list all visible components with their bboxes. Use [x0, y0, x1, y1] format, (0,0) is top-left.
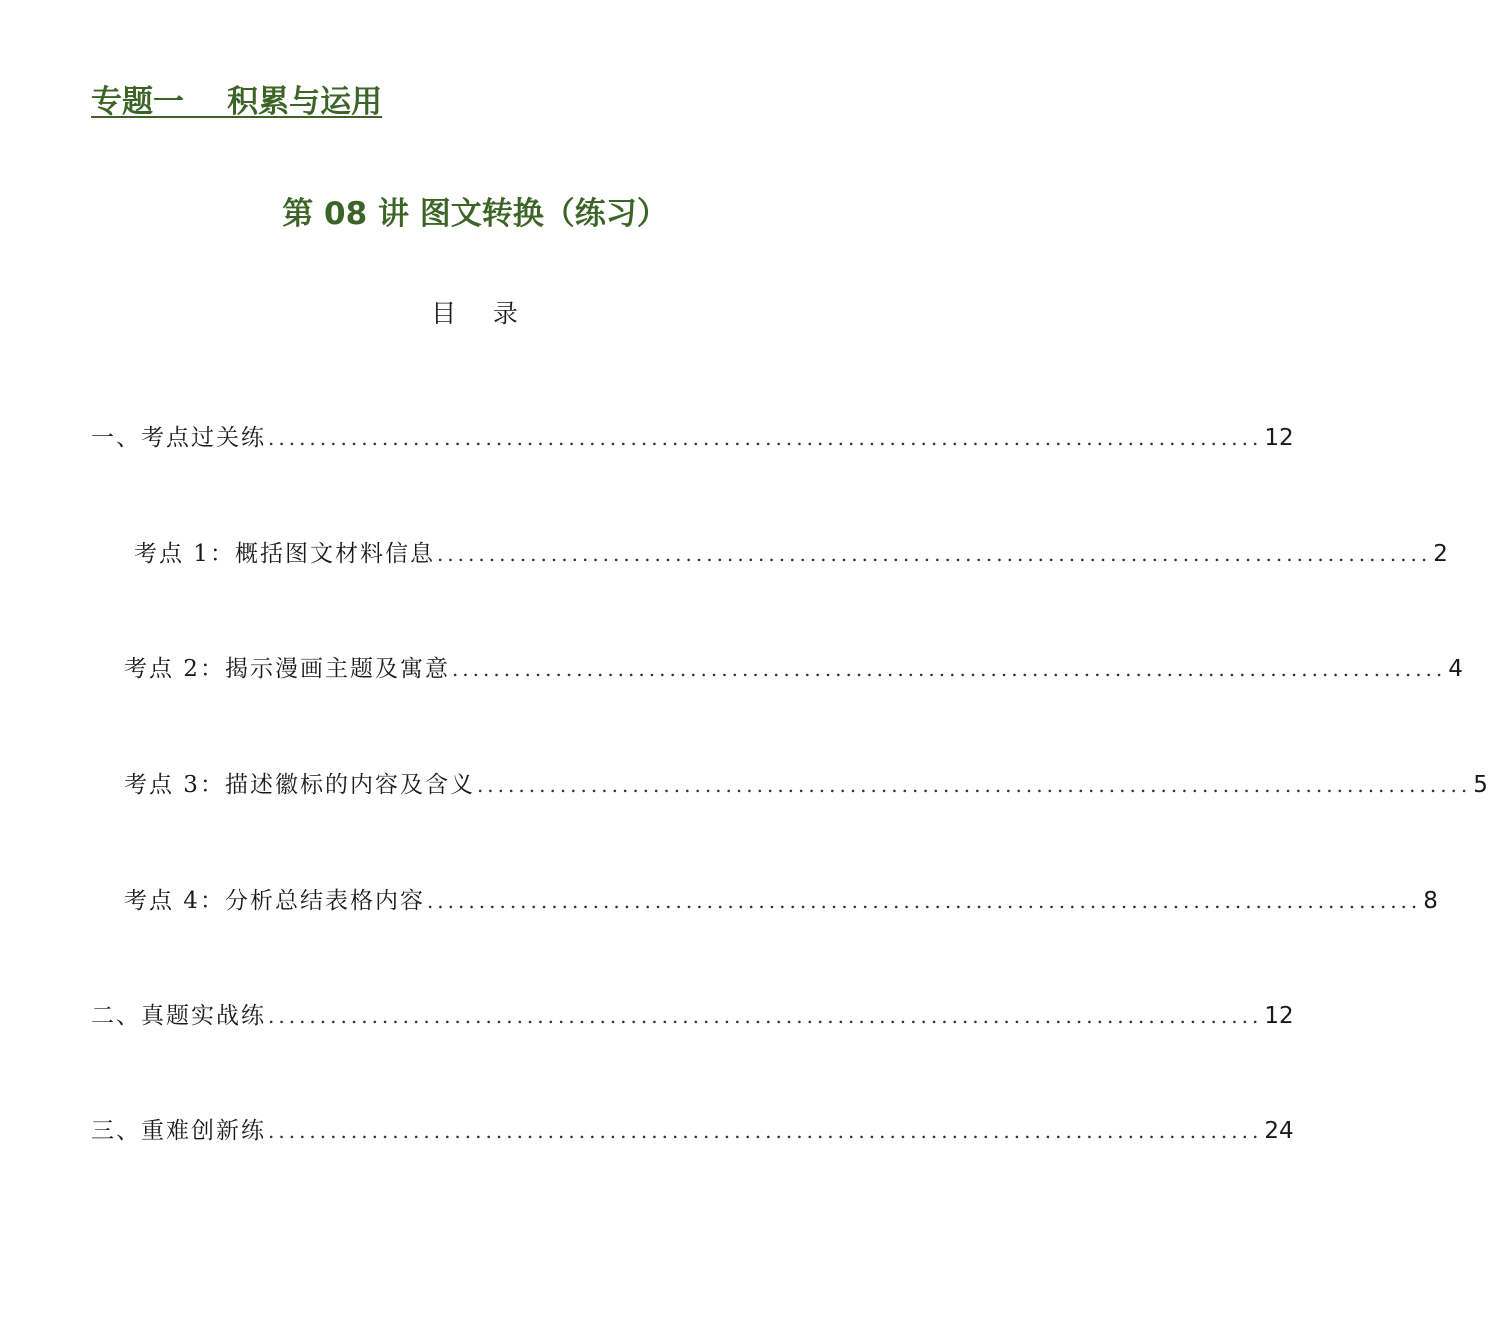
toc-entry-label: 考点 1：概括图文材料信息 [134, 541, 435, 567]
toc-entry-page-number: 2 [1433, 541, 1448, 567]
toc-heading: 目 录 [431, 299, 519, 328]
toc-entry-label: 考点 2：揭示漫画主题及寓意 [124, 656, 450, 682]
toc-entry-point-4[interactable] [124, 884, 1438, 918]
toc-entry-label: 考点 4：分析总结表格内容 [124, 888, 425, 914]
toc-entry-point-3[interactable] [124, 768, 1488, 802]
toc-dot-leader: ................................................................................................ [426, 889, 1422, 913]
toc-entry-point-2[interactable] [124, 652, 1463, 686]
toc-dot-leader: ................................................................................................ [268, 1119, 1263, 1143]
toc-entry-page-number: 8 [1423, 888, 1438, 914]
toc-entry-label: 考点 3：描述徽标的内容及含义 [124, 772, 475, 798]
toc-entry-section-1[interactable] [91, 421, 1294, 455]
toc-dot-leader: ................................................................................................ [268, 426, 1263, 450]
toc-entry-page-number: 12 [1264, 425, 1294, 451]
toc-entry-label: 一、考点过关练 [91, 425, 266, 451]
toc-entry-page-number: 4 [1448, 656, 1463, 682]
toc-entry-page-number: 12 [1264, 1003, 1294, 1029]
toc-entry-page-number: 5 [1473, 772, 1488, 798]
toc-entry-section-2[interactable] [91, 999, 1294, 1033]
toc-entry-label: 二、真题实战练 [91, 1003, 266, 1029]
lecture-title: 第 08 讲 图文转换（练习） [282, 196, 668, 232]
toc-dot-leader: ................................................................................................ [268, 1004, 1263, 1028]
toc-entry-label: 三、重难创新练 [91, 1118, 266, 1144]
toc-dot-leader: ................................................................................................ [436, 542, 1432, 566]
toc-entry-page-number: 24 [1264, 1118, 1294, 1144]
topic-heading: 专题一 积累与运用 [91, 84, 383, 120]
toc-dot-leader: ................................................................................................ [451, 657, 1447, 681]
toc-dot-leader: ................................................................................................ [476, 773, 1472, 797]
toc-entry-point-1[interactable] [134, 537, 1448, 571]
toc-entry-section-3[interactable] [91, 1114, 1294, 1148]
